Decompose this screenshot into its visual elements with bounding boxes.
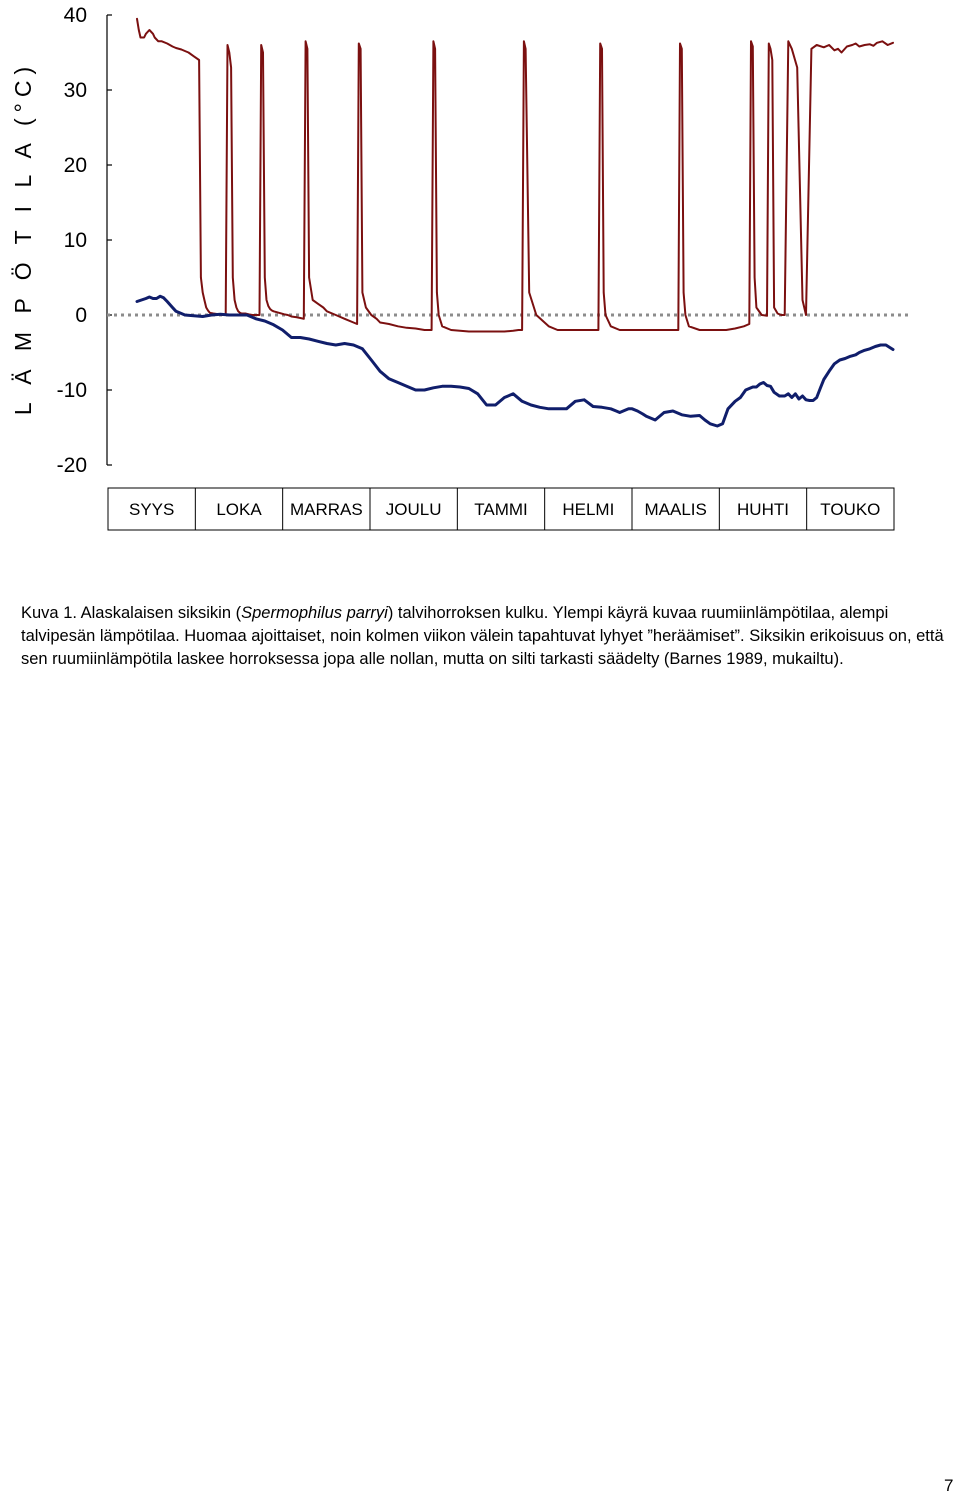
page-number: 7 <box>944 1476 954 1495</box>
y-tick-label: 10 <box>63 229 87 252</box>
figure-caption <box>21 602 951 671</box>
temperature-chart <box>0 0 960 560</box>
y-tick-label: 30 <box>63 79 87 102</box>
y-tick-label: 0 <box>75 304 87 327</box>
caption-rest: ) talvihorroksen kulku. Ylempi käyrä kuvaa ruumiinlämpötilaa, alempi talvipesän lämpötilaa. Huomaa ajoittaiset, noin kolmen viikon välein tapahtuvat lyhyet ”heräämiset”. Siksikin erikoisuus on, että sen ruumiinlämpötila laskee horroksessa jopa alle nollan, mutta on silti tarkasti säädelty (Barnes 1989, mukailtu). <box>21 604 944 668</box>
y-tick-label: -20 <box>56 454 87 477</box>
caption-prefix: Kuva 1. Alaskalaisen siksikin ( <box>21 604 242 622</box>
body-temperature-line <box>137 19 893 332</box>
y-tick-label: -10 <box>56 379 87 402</box>
y-axis-label-text: L Ä M P Ö T I L A (°C) <box>10 60 36 416</box>
month-label: SYYS <box>128 500 175 519</box>
month-table <box>108 488 894 530</box>
month-label: TAMMI <box>474 500 528 519</box>
month-label: MAALIS <box>644 500 707 519</box>
y-axis-label <box>10 61 36 415</box>
caption-species: Spermophilus parryi <box>241 604 388 622</box>
month-label: MARRAS <box>289 500 363 519</box>
y-tick-label: 20 <box>63 154 87 177</box>
month-label: LOKA <box>216 500 262 519</box>
series-layer <box>137 19 893 426</box>
month-label: HELMI <box>562 500 615 519</box>
month-label: HUHTI <box>737 500 789 519</box>
month-label: TOUKO <box>820 500 881 519</box>
y-tick-label: 40 <box>63 4 87 27</box>
month-label: JOULU <box>385 500 442 519</box>
y-axis <box>57 4 112 477</box>
